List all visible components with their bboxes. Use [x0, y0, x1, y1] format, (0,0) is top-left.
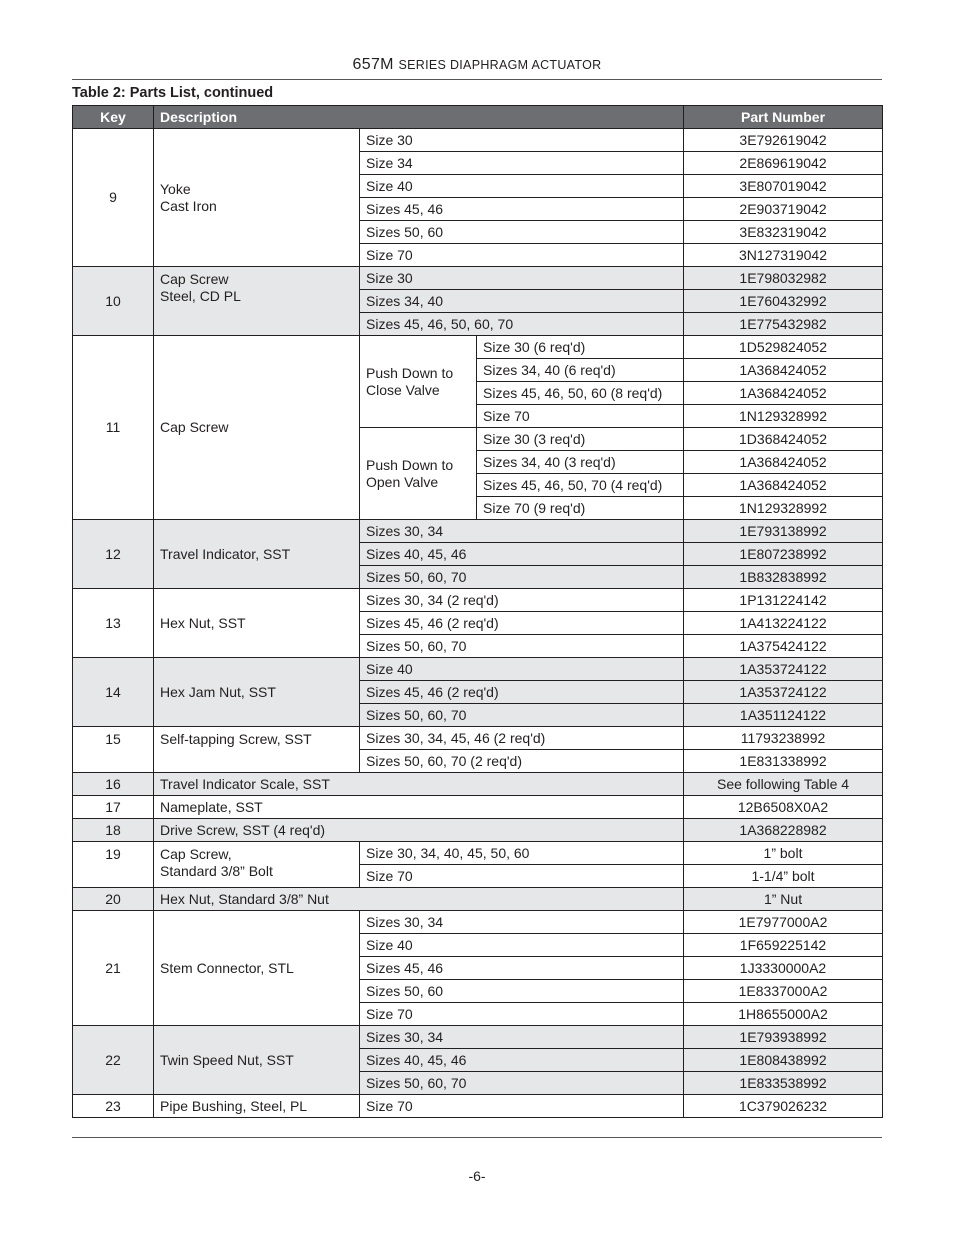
size-cell: Size 34 [360, 152, 684, 175]
size-cell: Sizes 34, 40 (6 req'd) [477, 359, 684, 382]
description-cell: Hex Jam Nut, SST [154, 658, 360, 727]
direction-line: Close Valve [366, 381, 440, 398]
size-cell: Sizes 45, 46, 50, 60 (8 req'd) [477, 382, 684, 405]
size-cell: Sizes 40, 45, 46 [360, 1049, 684, 1072]
header-rule [72, 79, 882, 80]
table-row [73, 773, 883, 796]
header-key: Key [73, 106, 154, 129]
part-number-cell: 1N129328992 [684, 405, 883, 428]
description-cell: Hex Nut, SST [154, 589, 360, 658]
size-cell: Sizes 50, 60, 70 [360, 635, 684, 658]
size-cell: Size 30, 34, 40, 45, 50, 60 [360, 842, 684, 865]
table-row [73, 888, 883, 911]
description-cell: Nameplate, SST [154, 796, 684, 819]
size-cell: Sizes 50, 60, 70 [360, 704, 684, 727]
size-cell: Sizes 34, 40 [360, 290, 684, 313]
size-cell: Size 30 (6 req'd) [477, 336, 684, 359]
description-line: Yoke [160, 180, 191, 197]
size-cell: Size 70 [360, 1095, 684, 1118]
part-number-cell: 1A368424052 [684, 474, 883, 497]
size-cell: Size 70 [360, 244, 684, 267]
part-number-cell: 1” Nut [684, 888, 883, 911]
table-row [73, 589, 883, 612]
key-cell: 20 [73, 888, 154, 911]
table-caption: Table 2: Parts List, continued [72, 85, 274, 101]
size-cell: Sizes 45, 46 (2 req'd) [360, 681, 684, 704]
header-title-number: 657M [352, 56, 394, 73]
size-cell: Sizes 50, 60, 70 [360, 1072, 684, 1095]
part-number-cell: 1E831338992 [684, 750, 883, 773]
part-number-cell: 1E793138992 [684, 520, 883, 543]
footer-rule [72, 1137, 882, 1138]
part-number-cell: 3E792619042 [684, 129, 883, 152]
size-cell: Size 70 [360, 1003, 684, 1026]
page-number: -6- [468, 1168, 486, 1184]
part-number-cell: 11793238992 [684, 727, 883, 750]
table-row [73, 1095, 883, 1118]
size-cell: Size 30 (3 req'd) [477, 428, 684, 451]
part-number-cell: 1E793938992 [684, 1026, 883, 1049]
part-number-cell: 1A413224122 [684, 612, 883, 635]
part-number-cell: 1” bolt [684, 842, 883, 865]
table-row [73, 336, 883, 359]
part-number-cell: 1B832838992 [684, 566, 883, 589]
direction-line: Open Valve [366, 473, 439, 490]
part-number-cell: See following Table 4 [684, 773, 883, 796]
size-cell: Size 40 [360, 658, 684, 681]
part-number-cell: 1A375424122 [684, 635, 883, 658]
description-cell [154, 129, 360, 267]
description-cell: Twin Speed Nut, SST [154, 1026, 360, 1095]
part-number-cell: 1A368424052 [684, 359, 883, 382]
part-number-cell: 1A351124122 [684, 704, 883, 727]
key-cell: 23 [73, 1095, 154, 1118]
size-cell: Sizes 50, 60 [360, 221, 684, 244]
size-cell: Sizes 40, 45, 46 [360, 543, 684, 566]
size-cell: Sizes 45, 46 [360, 198, 684, 221]
size-cell: Size 70 [477, 405, 684, 428]
table-row [73, 819, 883, 842]
table-header-row [73, 106, 883, 129]
description-cell [154, 842, 360, 888]
part-number-cell: 2E869619042 [684, 152, 883, 175]
size-cell: Sizes 30, 34 [360, 520, 684, 543]
size-cell: Sizes 30, 34 [360, 911, 684, 934]
description-line: Standard 3/8” Bolt [160, 863, 273, 879]
part-number-cell: 1E760432992 [684, 290, 883, 313]
size-cell: Size 40 [360, 934, 684, 957]
size-cell: Size 30 [360, 267, 684, 290]
size-cell: Size 40 [360, 175, 684, 198]
part-number-cell: 1D529824052 [684, 336, 883, 359]
description-cell: Hex Nut, Standard 3/8” Nut [154, 888, 684, 911]
part-number-cell: 1E833538992 [684, 1072, 883, 1095]
description-line: Cast Iron [160, 197, 217, 214]
key-cell: 12 [73, 520, 154, 589]
part-number-cell: 1A368424052 [684, 382, 883, 405]
key-cell: 18 [73, 819, 154, 842]
size-cell: Sizes 50, 60 [360, 980, 684, 1003]
size-cell: Size 30 [360, 129, 684, 152]
description-cell: Cap Screw [154, 336, 360, 520]
part-number-cell: 3E807019042 [684, 175, 883, 198]
part-number-cell: 1E808438992 [684, 1049, 883, 1072]
description-cell [154, 267, 360, 336]
part-number-cell: 1A368228982 [684, 819, 883, 842]
key-cell: 11 [73, 336, 154, 520]
part-number-cell: 3E832319042 [684, 221, 883, 244]
part-number-cell: 1C379026232 [684, 1095, 883, 1118]
direction-line: Push Down to [366, 364, 454, 381]
key-cell: 10 [73, 267, 154, 336]
description-cell: Stem Connector, STL [154, 911, 360, 1026]
size-cell: Sizes 45, 46 (2 req'd) [360, 612, 684, 635]
size-cell: Sizes 30, 34, 45, 46 (2 req'd) [360, 727, 684, 750]
direction-line: Push Down to [366, 456, 454, 473]
part-number-cell: 1N129328992 [684, 497, 883, 520]
key-cell: 15 [73, 727, 154, 773]
size-cell: Sizes 34, 40 (3 req'd) [477, 451, 684, 474]
key-cell: 21 [73, 911, 154, 1026]
size-cell: Sizes 50, 60, 70 (2 req'd) [360, 750, 684, 773]
size-cell: Sizes 45, 46 [360, 957, 684, 980]
part-number-cell: 1D368424052 [684, 428, 883, 451]
part-number-cell: 1A353724122 [684, 658, 883, 681]
parts-list-table [72, 105, 883, 1118]
part-number-cell: 1F659225142 [684, 934, 883, 957]
page-header [0, 56, 954, 74]
header-part-number: Part Number [684, 106, 883, 129]
size-cell: Sizes 45, 46, 50, 70 (4 req'd) [477, 474, 684, 497]
part-number-cell: 1J3330000A2 [684, 957, 883, 980]
size-cell: Size 70 [360, 865, 684, 888]
key-cell: 17 [73, 796, 154, 819]
table-row [73, 520, 883, 543]
key-cell: 13 [73, 589, 154, 658]
direction-cell [360, 428, 477, 520]
key-cell: 22 [73, 1026, 154, 1095]
size-cell: Sizes 30, 34 [360, 1026, 684, 1049]
header-description: Description [154, 106, 684, 129]
table-row [73, 796, 883, 819]
size-cell: Size 70 (9 req'd) [477, 497, 684, 520]
description-line: Cap Screw, [160, 846, 232, 862]
part-number-cell: 1-1/4” bolt [684, 865, 883, 888]
part-number-cell: 1E7977000A2 [684, 911, 883, 934]
table-row [73, 658, 883, 681]
header-title-text: SERIES DIAPHRAGM ACTUATOR [398, 58, 602, 72]
part-number-cell: 1A368424052 [684, 451, 883, 474]
table-row [73, 842, 883, 865]
description-cell: Pipe Bushing, Steel, PL [154, 1095, 360, 1118]
key-cell: 19 [73, 842, 154, 888]
part-number-cell: 1A353724122 [684, 681, 883, 704]
size-cell: Sizes 50, 60, 70 [360, 566, 684, 589]
part-number-cell: 1E775432982 [684, 313, 883, 336]
key-cell: 14 [73, 658, 154, 727]
description-cell: Drive Screw, SST (4 req'd) [154, 819, 684, 842]
table-row [73, 267, 883, 290]
key-cell: 16 [73, 773, 154, 796]
table-row [73, 727, 883, 750]
description-cell: Self-tapping Screw, SST [154, 727, 360, 773]
direction-cell [360, 336, 477, 428]
part-number-cell: 1E8337000A2 [684, 980, 883, 1003]
table-row [73, 911, 883, 934]
part-number-cell: 3N127319042 [684, 244, 883, 267]
part-number-cell: 1H8655000A2 [684, 1003, 883, 1026]
part-number-cell: 1P131224142 [684, 589, 883, 612]
key-cell: 9 [73, 129, 154, 267]
size-cell: Sizes 45, 46, 50, 60, 70 [360, 313, 684, 336]
part-number-cell: 1E798032982 [684, 267, 883, 290]
part-number-cell: 12B6508X0A2 [684, 796, 883, 819]
size-cell: Sizes 30, 34 (2 req'd) [360, 589, 684, 612]
part-number-cell: 2E903719042 [684, 198, 883, 221]
table-row [73, 1026, 883, 1049]
description-line: Steel, CD PL [160, 288, 241, 304]
part-number-cell: 1E807238992 [684, 543, 883, 566]
description-line: Cap Screw [160, 271, 229, 287]
description-cell: Travel Indicator Scale, SST [154, 773, 684, 796]
description-cell: Travel Indicator, SST [154, 520, 360, 589]
table-row [73, 129, 883, 152]
